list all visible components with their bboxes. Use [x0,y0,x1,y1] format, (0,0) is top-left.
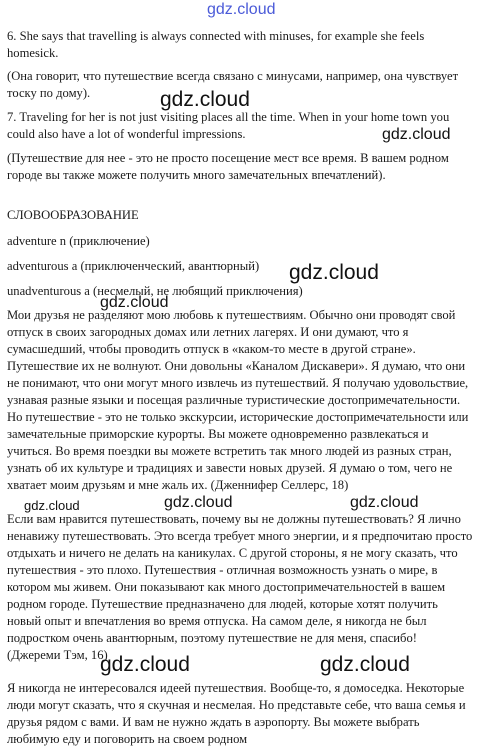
text-homebody: Я никогда не интересовался идеей путешествия. Вообще-то, я домоседка. Некоторые люди могут сказать, что я скучная и несмелая. Но представьте себе, что ваша семья и друзья рядом с вами. И вам не нужно ждать в аэропорту. Вы можете выбрать любимую еду и поговорить на своем родном [7,681,466,746]
word-entry-adventurous: adventurous a (приключенческий, авантюрный) [7,259,260,273]
word-entry-unadventurous: unadventurous a (несмелый, не любящий приключения) [7,284,303,298]
paragraph-7-english: 7. Traveling for her is not just visiting places all the time. When in your home town you could also have a lot of wonderful impressions. [7,110,450,141]
watermark: gdz.cloud [100,294,169,311]
section-heading: СЛОВООБРАЗОВАНИЕ [7,208,139,222]
text-jeremy-tam: Если вам нравится путешествовать, почему вы не должны путешествовать? Я лично ненавижу путешествовать. Это всегда требует много энергии, и я предпочитаю просто отдыхать и ничего не делать на каникулах. С другой стороны, я не могу сказать, что путешествия - это плохо. Путешествия - отличная возможность узнать о мире, в котором мы живем. Они показывают как много достопримечательностей в вашем родном городе. Путешествие предназначено для людей, которые хотят получить новый опыт и впечатления во время отпуска. На самом деле, я никогда не был подростком очень авантюрным, поэтому путешествие не для меня, спасибо! (Джереми Тэм, 16) [7,512,473,662]
watermark: gdz.cloud [382,126,451,143]
watermark: gdz.cloud [320,653,410,676]
paragraph-6-translation: (Она говорит, что путешествие всегда связано с минусами, например, она чувствует тоску по дому). [7,69,459,100]
watermark: gdz.cloud [100,653,190,676]
watermark: gdz.cloud [164,494,233,511]
watermark: gdz.cloud [24,498,80,513]
watermark: gdz.cloud [350,494,419,511]
watermark: gdz.cloud [289,261,379,284]
paragraph-7-translation: (Путешествие для нее - это не просто посещение мест все время. В вашем родном городе вы также можете получить много замечательных впечатлений). [7,151,449,182]
watermark-top: gdz.cloud [207,1,276,18]
paragraph-6-english: 6. She says that travelling is always connected with minuses, for example she feels homesick. [7,29,425,60]
watermark: gdz.cloud [160,88,250,111]
word-entry-adventure: adventure n (приключение) [7,234,150,248]
text-jennifer-sellers: Мои друзья не разделяют мою любовь к путешествиям. Обычно они проводят свой отпуск в своих загородных домах или летних лагерях. И они думают, что я сумасшедший, чтобы проводить отпуск в «каком-то месте в другой стране». Путешествие их не волнуют. Они довольны «Каналом Дискавери». Я думаю, что они не понимают, что они могут много извлечь из путешествий. Я получаю удовольствие, узнавая разные языки и посещая различные туристические достопримечательности. Но путешествие - это не только экскурсии, исторические достопримечательности или замечательные приморские курорты. Вы можете одновременно развлекаться и учиться. Во время поездки вы можете встретить так много людей из разных стран, узнать об их культуре и традициях и завести новых друзей. Я думаю о том, чего не хватает моим друзьям и мне жаль их. (Дженнифер Селлерс, 18) [7,308,469,492]
